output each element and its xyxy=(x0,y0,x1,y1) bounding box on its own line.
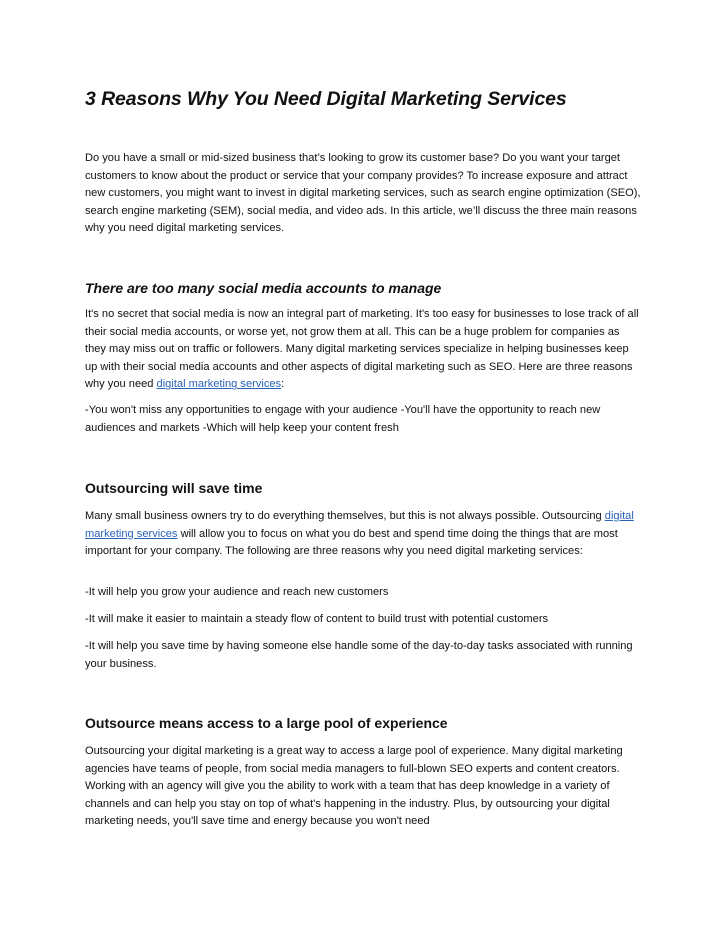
section1-paragraph-end: : xyxy=(281,378,285,391)
section2-paragraph-start: Many small business owners try to do everything themselves, but this is not always possible. Outsourcing xyxy=(85,510,605,522)
section2-paragraph xyxy=(85,508,641,561)
digital-marketing-services-link-2[interactable]: digital marketing services xyxy=(85,510,634,540)
section1-paragraph-text: It's no secret that social media is now an integral part of marketing. It's too easy for businesses to lose track of all their social media accounts, or worse yet, not grow them at all. This can be a huge problem for companies as they may miss out on traffic or followers. Many digital marketing services specialize in helping businesses keep up with their social media accounts and other aspects of digital marketing such as SEO. Here are three reasons why you need xyxy=(85,308,639,391)
intro-paragraph: Do you have a small or mid-sized business that’s looking to grow its customer base? Do you want your target customers to know about the product or service that your company provides? To increase exposure and attract new customers, you might want to invest in digital marketing services, such as search engine optimization (SEO), search engine marketing (SEM), social media, and video ads. In this article, we’ll discuss the three main reasons why you need digital marketing services. xyxy=(85,152,641,235)
section2-bullet-1: -It will help you grow your audience and reach new customers xyxy=(85,586,389,598)
digital-marketing-services-link[interactable]: digital marketing services xyxy=(156,378,282,391)
section3-paragraph: Outsourcing your digital marketing is a great way to access a large pool of experience. Many digital marketing agencies have teams of people, from social media managers to full-blown SEO experts and content creators. Working with an agency will give you the ability to work with a team that has deep knowledge in a variety of channels and can help you stay on top of what's happening in the industry. Plus, by outsourcing your digital marketing needs, you'll save time and energy because you won't need xyxy=(85,745,623,828)
section-heading-experience: Outsource means access to a large pool of experience xyxy=(85,715,448,731)
document-title: 3 Reasons Why You Need Digital Marketing Services xyxy=(85,88,567,110)
section-heading-social-media: There are too many social media accounts to manage xyxy=(85,280,442,296)
section2-bullet-3: -It will help you save time by having someone else handle some of the day-to-day tasks associated with running your business. xyxy=(85,640,633,670)
section1-list-paragraph: -You won't miss any opportunities to engage with your audience -You'll have the opportunity to reach new audiences and markets -Which will help keep your content fresh xyxy=(85,404,601,434)
section2-paragraph-end: will allow you to focus on what you do best and spend time doing the things that are most important for your company. The following are three reasons why you need digital marketing services: xyxy=(85,527,618,558)
section-heading-save-time: Outsourcing will save time xyxy=(85,480,263,496)
section1-paragraph xyxy=(85,306,641,394)
section2-bullet-2: -It will make it easier to maintain a steady flow of content to build trust with potential customers xyxy=(85,613,549,625)
